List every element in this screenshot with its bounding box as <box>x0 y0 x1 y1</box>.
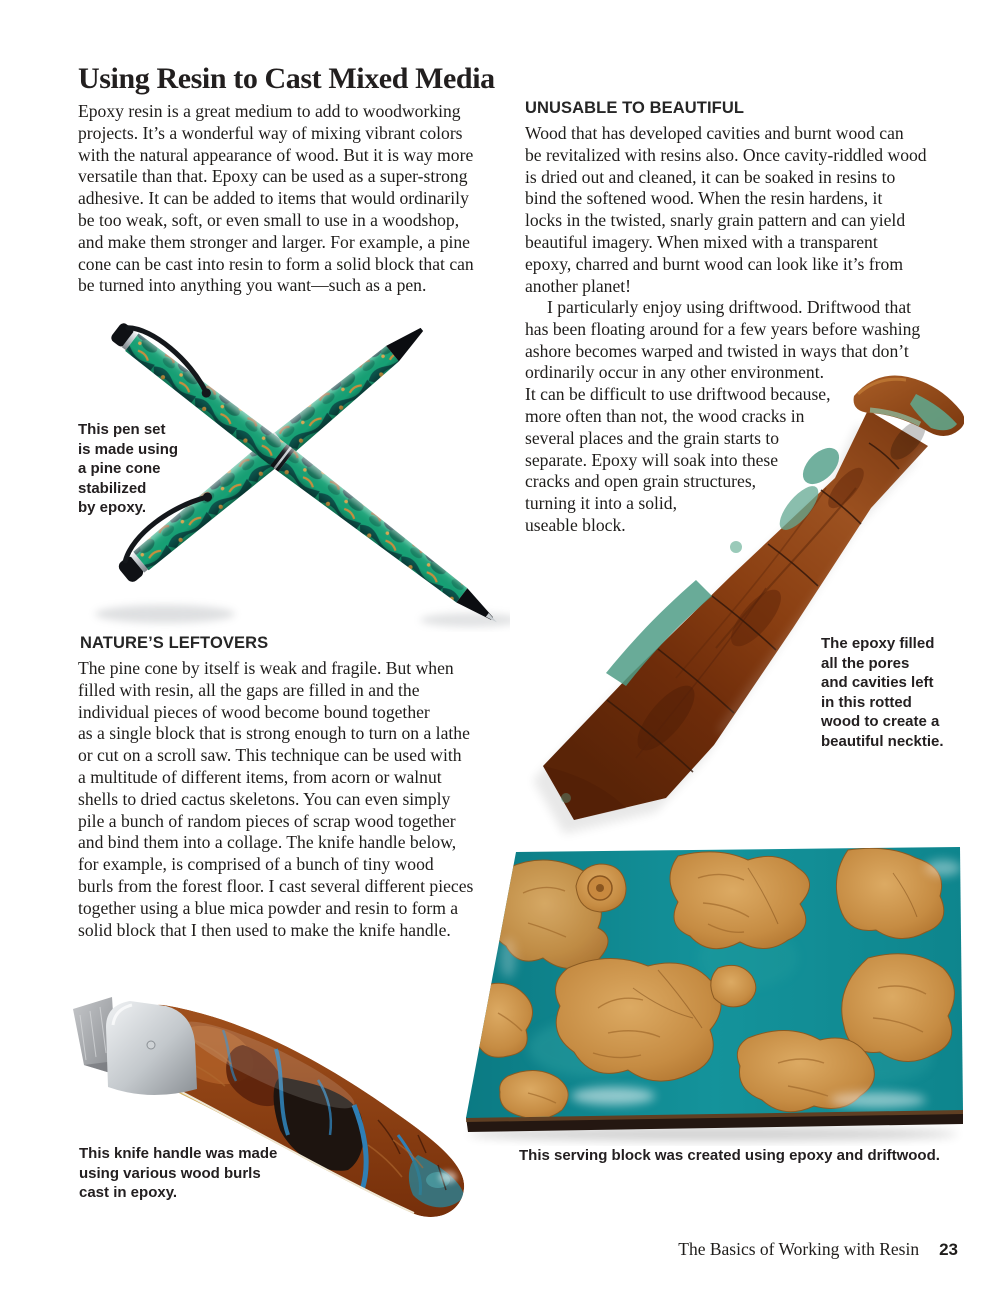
pen-set-caption: This pen set is made using a pine cone stabilized by epoxy. <box>78 421 179 517</box>
intro-paragraph: Epoxy resin is a great medium to add to woodworking projects. It’s a wonderful way of mixing vibrant colors with the natural appearance of wood. But it is way more versatile than that. Epoxy can be used as a super-strong adhesive. It can be added to items that would ordinarily be too weak, soft, or even small to use in a woodshop, and make them stronger and larger. For example, a pine cone can be cast into resin to form a solid block that can be turned into anything you want—such as a pen. <box>78 101 474 296</box>
page-footer <box>0 1239 958 1260</box>
unusable-paragraph-2: I particularly enjoy using driftwood. Driftwood that has been floating around for a few years before washing ashore becomes warped and twisted in ways that don’t ordinarily occur in any other environment. It can be difficult to use driftwood because, more often than not, the wood cracks in several places and the grain starts to separate. Epoxy will soak into these cracks and open grain structures, turning it into a solid, useable block. <box>525 297 921 535</box>
knife-caption: This knife handle was made using various wood burls cast in epoxy. <box>79 1145 278 1202</box>
footer-page-number: 23 <box>939 1240 958 1259</box>
serving-block-photo <box>448 838 970 1146</box>
natures-leftovers-paragraph: The pine cone by itself is weak and fragile. But when filled with resin, all the gaps are filled in and the individual pieces of wood become bound together as a single block that is strong enough to turn on a lathe or cut on a scroll saw. This technique can be used with a multitude of different items, from acorn or walnut shells to dried cactus skeletons. You can even simply pile a bunch of random pieces of scrap wood together and bind them into a collage. The knife handle below, for example, is comprised of a bunch of tiny wood burls from the forest floor. I cast several different pieces together using a blue mica powder and resin to form a solid block that I then used to make the knife handle. <box>78 658 474 940</box>
unusable-paragraph-1: Wood that has developed cavities and burnt wood can be revitalized with resins also. Once cavity-riddled wood is dried out and cleaned, it can be soaked in resins to bind the softened wood. When the resin hardens, it locks in the twisted, snarly grain pattern and can yield beautiful imagery. When mixed with a transparent epoxy, charred and burnt wood can look like it’s from another planet! <box>525 123 927 296</box>
unusable-to-beautiful-heading: UNUSABLE TO BEAUTIFUL <box>525 99 745 117</box>
serving-block-caption: This serving block was created using epoxy and driftwood. <box>519 1147 940 1164</box>
serving-block-illustration <box>448 838 970 1146</box>
necktie-caption: The epoxy filled all the pores and cavities left in this rotted wood to create a beautiful necktie. <box>821 635 944 750</box>
footer-book-title: The Basics of Working with Resin <box>678 1239 920 1259</box>
natures-leftovers-heading: NATURE’S LEFTOVERS <box>80 634 269 652</box>
page-title: Using Resin to Cast Mixed Media <box>78 62 495 95</box>
